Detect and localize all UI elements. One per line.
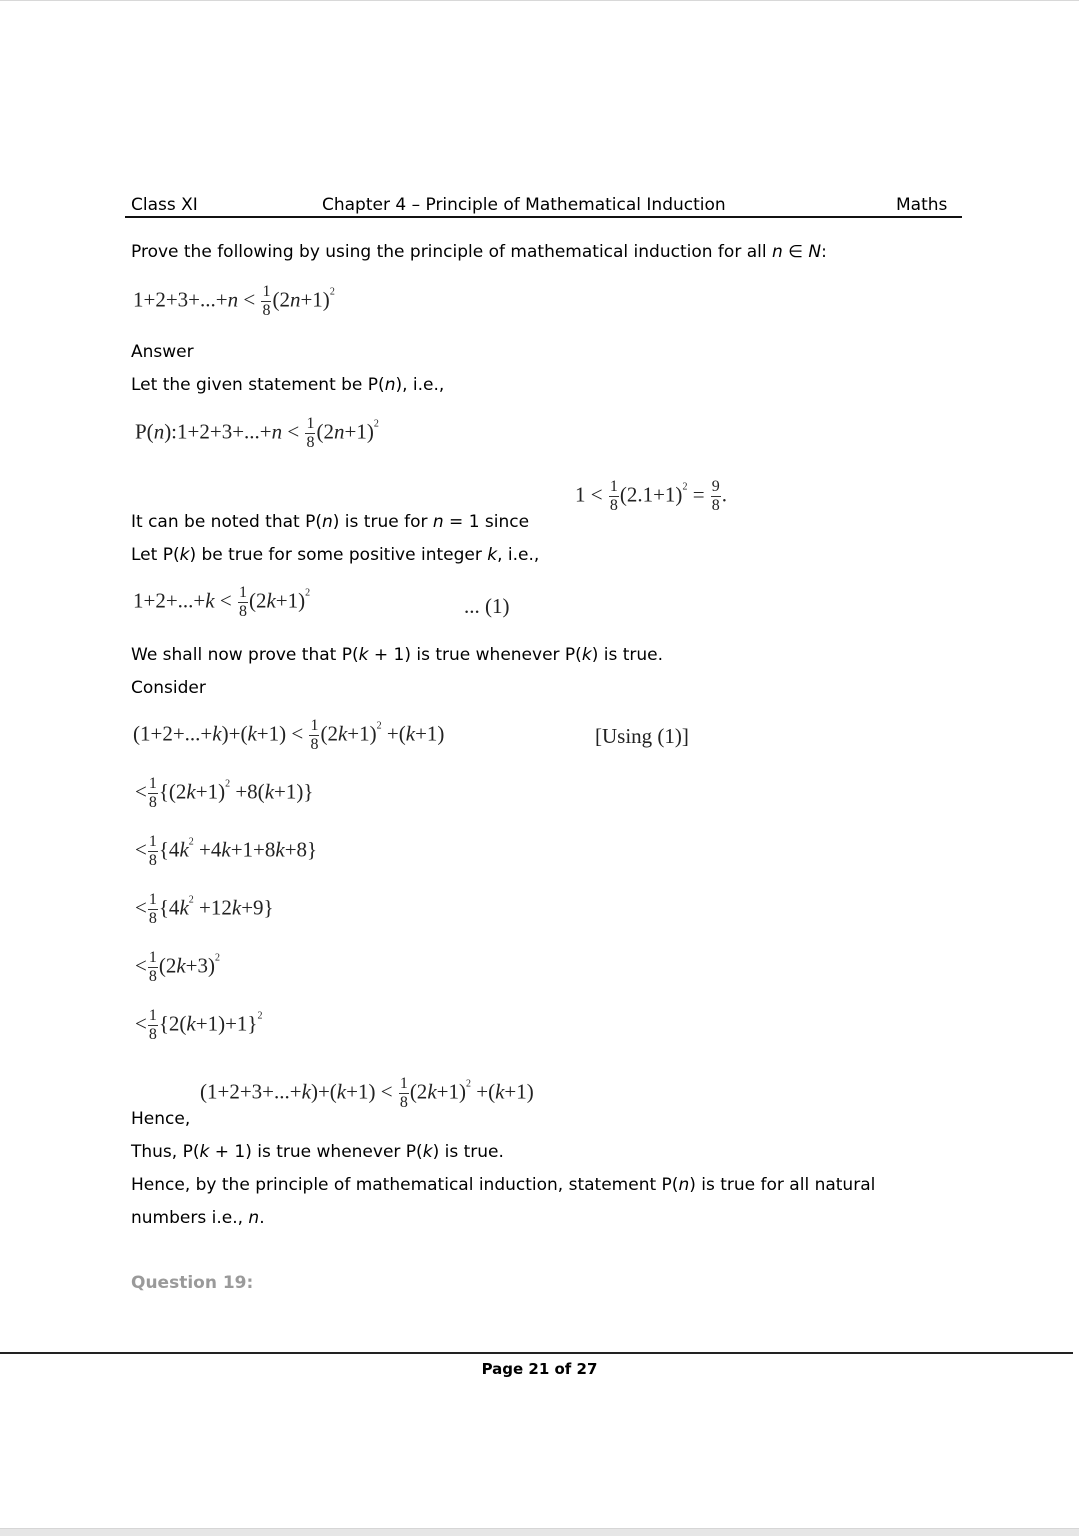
base-case-math: 1 < $\frac{1}{8}$ $(2.1+1)^2$ = $\frac{9}{8}$ .: [575, 478, 728, 514]
thus-statement: Thus, P(k + 1) is true whenever P(k) is true.: [131, 1142, 504, 1162]
inductive-hypothesis-text: Let P(k) be true for some positive integer k, i.e.,: [131, 545, 540, 565]
page-top-border: [0, 0, 1079, 1]
footer-rule: [0, 1352, 1073, 1354]
derivation-step-2: < $\frac{1}{8}$ $\{(2k+1)^2 +8(k+1)\}$: [135, 775, 314, 811]
conclusion-line-2: numbers i.e., n.: [131, 1208, 265, 1228]
answer-intro: Let the given statement be P(n), i.e.,: [131, 375, 445, 395]
equation-reference-1: ... (1): [464, 594, 510, 618]
hence-label: Hence,: [131, 1109, 191, 1129]
using-note: [Using (1)]: [595, 724, 689, 748]
inductive-hypothesis-math: 1+2+...+k < $\frac{1}{8}$ $(2k+1)^2$: [133, 584, 311, 620]
header-chapter-title: Chapter 4 – Principle of Mathematical Induction: [322, 195, 726, 215]
conclusion-line-1: Hence, by the principle of mathematical induction, statement P(n) is true for all natural: [131, 1175, 876, 1195]
derivation-step-1: (1+2+...+k)+(k+1) < $\frac{1}{8}$ $(2k+1)^2 +(k+1)$: [133, 717, 445, 753]
derivation-step-6: < $\frac{1}{8}$ $\{2(k+1)+1\}^2$: [135, 1007, 263, 1043]
inductive-step-text: We shall now prove that P(k + 1) is true whenever P(k) is true.: [131, 645, 663, 665]
header-subject: Maths: [896, 195, 948, 215]
consider-label: Consider: [131, 678, 206, 698]
question-prompt: Prove the following by using the principle of mathematical induction for all n ∈ N:: [131, 242, 827, 262]
derivation-step-3: < $\frac{1}{8}$ $\{4k^2 +4k+1+8k+8\}$: [135, 833, 318, 869]
next-question-heading: Question 19:: [131, 1273, 254, 1293]
answer-label: Answer: [131, 342, 194, 362]
header-class: Class XI: [131, 195, 198, 215]
pn-definition-math: P(n):1+2+3+...+n < $\frac{1}{8}$ $(2n+1)^2$: [135, 415, 379, 451]
header-rule: [125, 216, 962, 218]
hence-math: (1+2+3+...+k)+(k+1) < $\frac{1}{8}$ $(2k+1)^2 +(k+1)$: [200, 1075, 534, 1111]
base-case-text: It can be noted that P(n) is true for n = 1 since: [131, 512, 530, 532]
page-number: Page 21 of 27: [481, 1360, 598, 1378]
derivation-step-4: < $\frac{1}{8}$ $\{4k^2 +12k+9\}$: [135, 891, 274, 927]
derivation-step-5: < $\frac{1}{8}$ $(2k+3)^2$: [135, 949, 221, 985]
question-statement-math: 1+2+3+...+n < $\frac{1}{8}$ $(2n+1)^2$: [133, 283, 335, 319]
